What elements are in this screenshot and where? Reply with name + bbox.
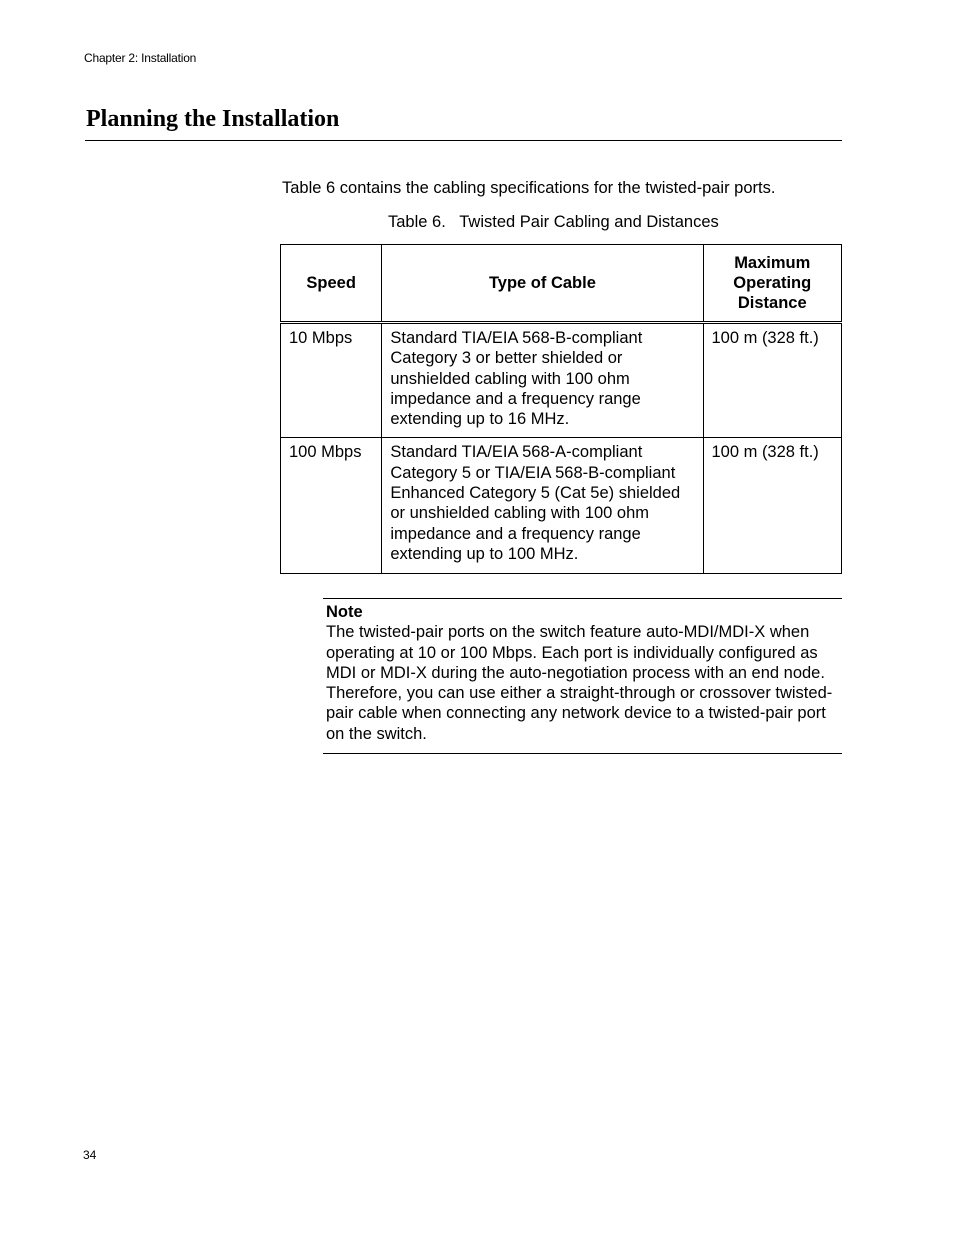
cell-distance: [703, 323, 842, 438]
cell-distance-text: 100 m (328 ft.): [711, 329, 819, 347]
column-header-type-of-cable: Type of Cable: [382, 245, 703, 323]
table-caption: Table 6. Twisted Pair Cabling and Distances: [388, 213, 719, 231]
cell-speed: [281, 438, 382, 574]
table-header-row: [281, 245, 842, 323]
table-row: [281, 323, 842, 438]
cell-distance: [703, 438, 842, 574]
running-header: Chapter 2: Installation: [84, 51, 197, 65]
cell-speed: [281, 323, 382, 438]
cell-cable-text: Standard TIA/EIA 568-A-compliant Category 5 or TIA/EIA 568-B-compliant Enhanced Category 5 (Cat 5e) shielded or unshielded cabling with 100 ohm impedance and a frequency range extending up to 100 MHz.: [390, 443, 681, 563]
section-title: Planning the Installation: [86, 106, 340, 132]
note-box: [323, 598, 842, 754]
column-header-speed: Speed: [281, 245, 382, 323]
title-rule: [85, 140, 842, 141]
cell-speed-text: 10 Mbps: [289, 329, 353, 347]
cell-distance-text: 100 m (328 ft.): [711, 443, 819, 462]
cell-cable: [382, 438, 703, 574]
table-row: [281, 438, 842, 574]
intro-paragraph: Table 6 contains the cabling specifications for the twisted-pair ports.: [282, 179, 776, 197]
cell-cable-text: Standard TIA/EIA 568-B-compliant Category 3 or better shielded or unshielded cabling with 100 ohm impedance and a frequency range extending up to 16 MHz.: [390, 329, 643, 429]
column-header-max-distance-label: Maximum Operating Distance: [733, 253, 812, 313]
cell-cable: [382, 323, 703, 438]
cell-speed-text: 100 Mbps: [289, 443, 362, 462]
column-header-max-distance: [703, 245, 842, 323]
page-number: 34: [83, 1148, 97, 1162]
note-text: The twisted-pair ports on the switch feature auto-MDI/MDI-X when operating at 10 or 100 Mbps. Each port is individually configured as MDI or MDI-X during the auto-negotiation process with an end node. Therefore, you can use either a straight-through or crossover twisted-pair cable when connecting any network device to a twisted-pair port on the switch.: [326, 623, 833, 743]
cabling-table: [280, 244, 842, 574]
note-label: Note: [326, 603, 363, 621]
